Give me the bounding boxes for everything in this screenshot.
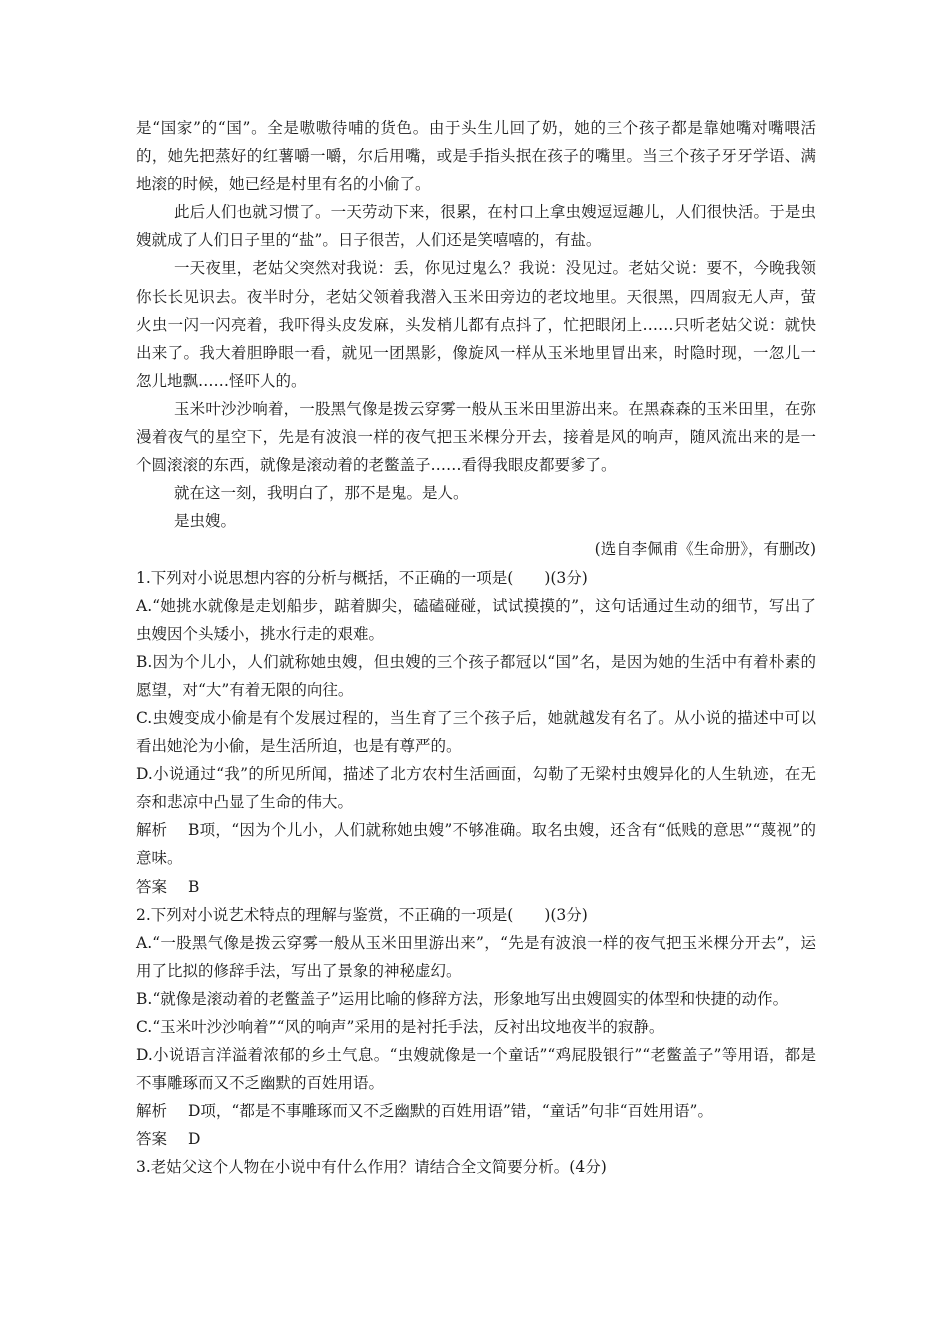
analysis-label: 解析 — [136, 821, 168, 840]
passage-paragraph: 玉米叶沙沙响着，一股黑气像是拨云穿雾一般从玉米田里游出来。在黑森森的玉米田里，在弥漫着夜气的星空下，先是有波浪一样的夜气把玉米棵分开去，接着是风的响声，随风流出来的是一个圆滚滚的东西，就像是滚动着的老鳖盖子……看得我眼皮都要爹了。 — [136, 399, 816, 475]
option-b: B.“就像是滚动着的老鳖盖子”运用比喻的修辞方法，形象地写出虫嫂圆实的体型和快捷的动作。 — [136, 989, 789, 1008]
answer-label: 答案 — [136, 877, 168, 896]
passage-paragraph: 就在这一刻，我明白了，那不是鬼。是人。 — [174, 484, 469, 503]
answer — [136, 1125, 816, 1153]
source-citation: (选自李佩甫《生命册》，有删改) — [594, 540, 816, 559]
answer-value: D — [188, 1130, 201, 1149]
passage-paragraph: 是“国家”的“国”。全是嗷嗷待哺的货色。由于头生儿回了奶，她的三个孩子都是靠她嘴对嘴喂活的，她先把蒸好的红薯嚼一嚼，尔后用嘴，或是手指头抿在孩子的嘴里。当三个孩子牙牙学语、满地滚的时候，她已经是村里有名的小偷了。 — [136, 119, 816, 194]
question-stem: 2.下列对小说艺术特点的理解与鉴赏，不正确的一项是( )(3分) — [136, 905, 588, 924]
option-b: B.因为个儿小，人们就称她虫嫂，但虫嫂的三个孩子都冠以“国”名，是因为她的生活中有着朴素的愿望，对“大”有着无限的向往。 — [136, 652, 816, 699]
analysis-text: B项，“因为个儿小，人们就称她虫嫂”不够准确。取名虫嫂，还含有“低贱的意思”“蔑视”的意味。 — [136, 821, 816, 868]
passage-paragraph: 此后人们也就习惯了。一天劳动下来，很累，在村口上拿虫嫂逗逗趣儿，人们很快活。于是虫嫂就成了人们日子里的“盐”。日子很苦，人们还是笑嘻嘻的，有盐。 — [136, 203, 816, 250]
question-stem: 3.老姑父这个人物在小说中有什么作用？请结合全文简要分析。(4分) — [136, 1158, 607, 1177]
analysis — [136, 1097, 816, 1125]
analysis — [136, 816, 816, 872]
answer-label: 答案 — [136, 1130, 168, 1149]
story-passage — [136, 114, 816, 1182]
option-a: A.“一股黑气像是拨云穿雾一般从玉米田里游出来”，“先是有波浪一样的夜气把玉米棵分开去”，运用了比拟的修辞手法，写出了景象的神秘虚幻。 — [136, 933, 816, 980]
question-1 — [136, 564, 816, 901]
question-3 — [136, 1153, 816, 1181]
question-2 — [136, 901, 816, 1154]
question-stem: 1.下列对小说思想内容的分析与概括，不正确的一项是( )(3分) — [136, 568, 588, 587]
answer-value: B — [188, 877, 200, 896]
option-d: D.小说语言洋溢着浓郁的乡土气息。“虫嫂就像是一个童话”“鸡屁股银行”“老鳖盖子”等用语，都是不事雕琢而又不乏幽默的百姓用语。 — [136, 1046, 816, 1093]
option-a: A.“她挑水就像是走划船步，踮着脚尖，磕磕碰碰，试试摸摸的”，这句话通过生动的细节，写出了虫嫂因个头矮小，挑水行走的艰难。 — [136, 596, 816, 643]
passage-paragraph: 是虫嫂。 — [174, 512, 237, 531]
passage-paragraph: 一天夜里，老姑父突然对我说：丢，你见过鬼么？我说：没见过。老姑父说：要不，今晚我领你长长见识去。夜半时分，老姑父领着我潜入玉米田旁边的老坟地里。天很黑，四周寂无人声，萤火虫一闪一闪亮着，我吓得头皮发麻，头发梢儿都有点抖了，忙把眼闭上……只听老姑父说：就快出来了。我大着胆睁眼一看，就见一团黑影，像旋风一样从玉米地里冒出来，时隐时现，一忽儿一忽儿地飘……怪吓人的。 — [136, 259, 816, 390]
option-c: C.虫嫂变成小偷是有个发展过程的，当生育了三个孩子后，她就越发有名了。从小说的描述中可以看出她沦为小偷，是生活所迫，也是有尊严的。 — [136, 708, 816, 756]
option-d: D.小说通过“我”的所见所闻，描述了北方农村生活画面，勾勒了无梁村虫嫂异化的人生轨迹，在无奈和悲凉中凸显了生命的伟大。 — [136, 765, 816, 812]
answer — [136, 873, 816, 901]
analysis-label: 解析 — [136, 1102, 168, 1121]
analysis-text: D项，“都是不事雕琢而又不乏幽默的百姓用语”错，“童话”句非“百姓用语”。 — [188, 1102, 713, 1121]
option-c: C.“玉米叶沙沙响着”“风的响声”采用的是衬托手法，反衬出坟地夜半的寂静。 — [136, 1018, 665, 1036]
